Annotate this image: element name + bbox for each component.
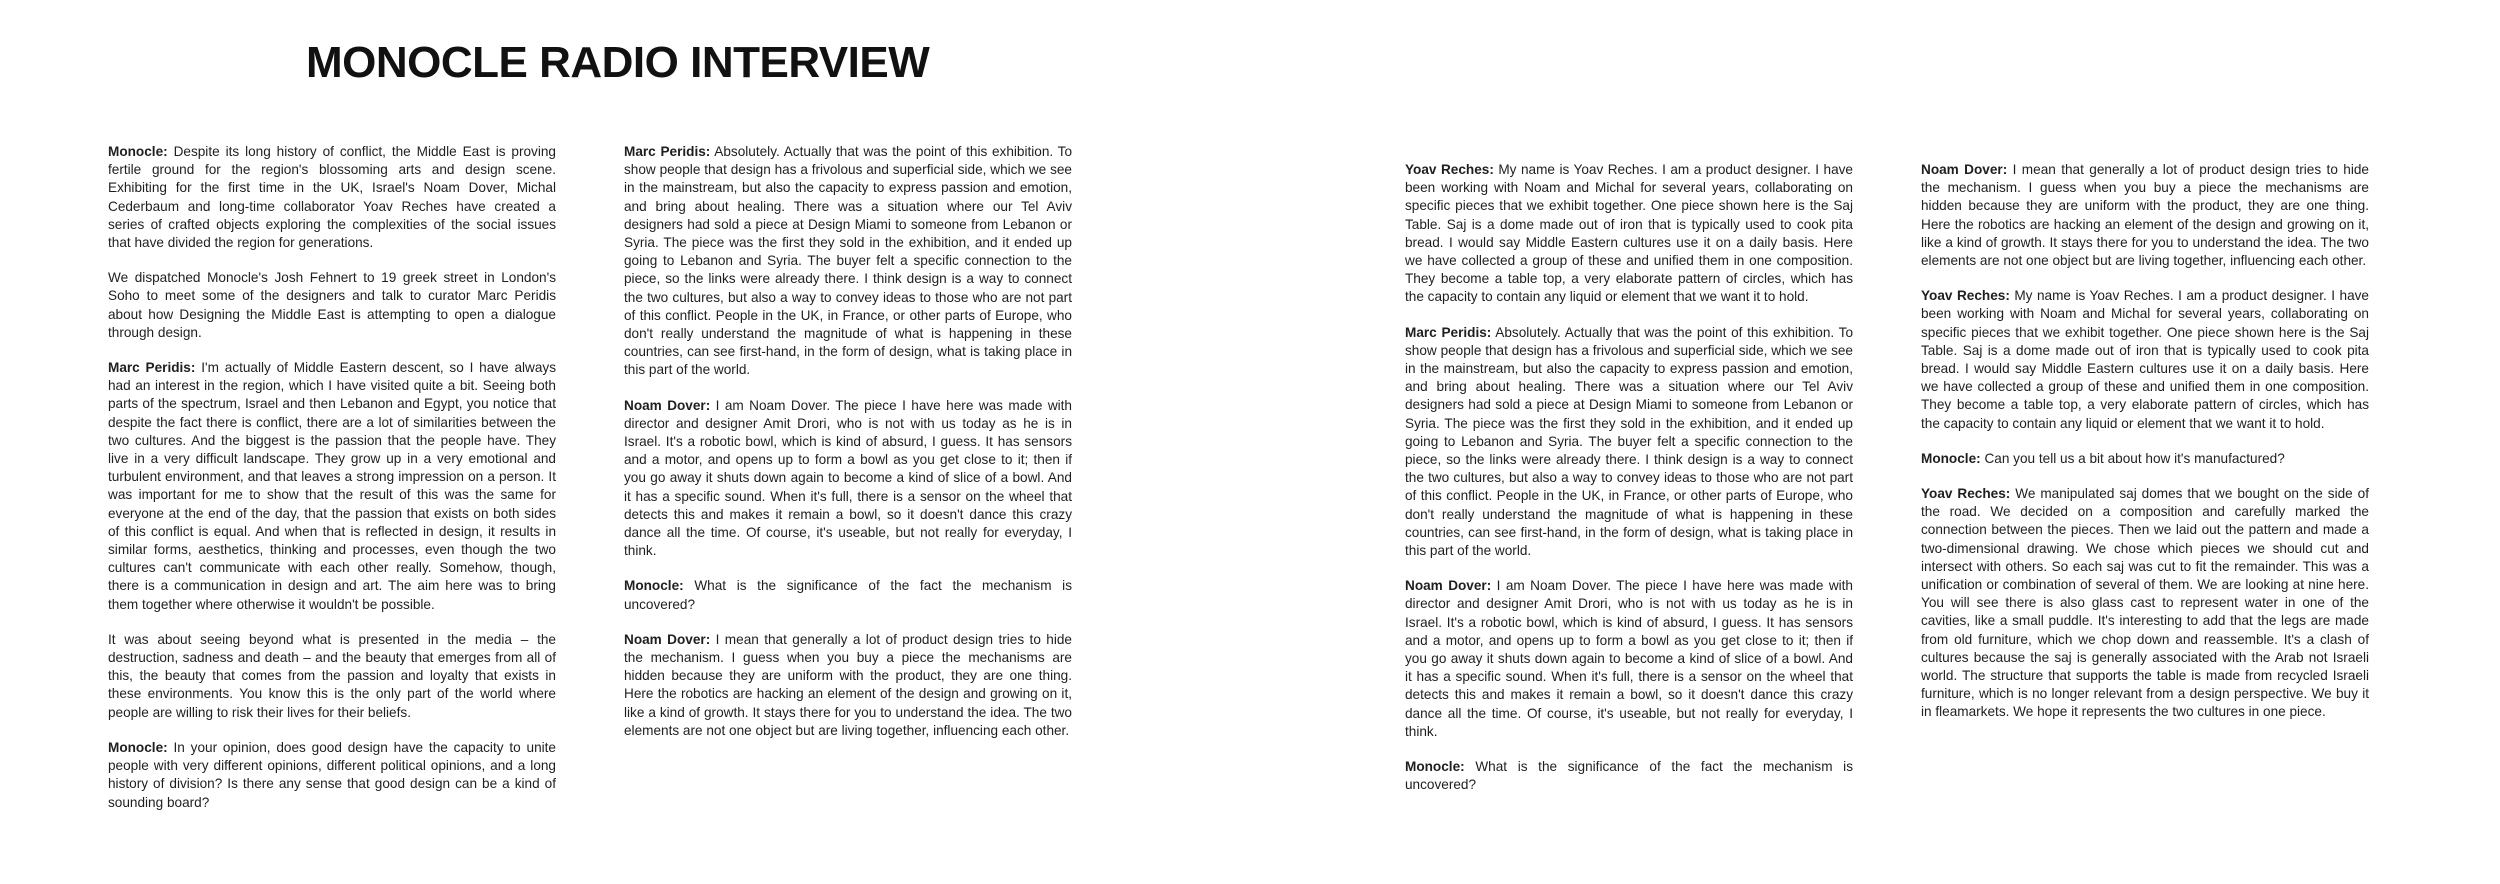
speaker-name: Yoav Reches: bbox=[1921, 486, 2011, 502]
interview-paragraph bbox=[108, 631, 556, 722]
paragraph-text: Despite its long history of conflict, the Middle East is proving fertile ground for the region's blossoming arts and design scene. Exhibiting for the first time in the UK, Israel's Noam Dover, Michal Cederbaum and long-time collaborator Yoav Reches have created a series of crafted objects exploring the complexities of the social issues that have divided the region for generations. bbox=[108, 144, 556, 251]
paragraph-text: Absolutely. Actually that was the point of this exhibition. To show people that design has a frivolous and superficial side, which we see in the mainstream, but also the capacity to express passion and emotion, and bring about healing. There was a situation where our Tel Aviv designers had sold a piece at Design Miami to someone from Lebanon or Syria. The piece was the first they sold in the exhibition, and it ended up going to Lebanon and Syria. The buyer felt a specific connection to the piece, so the links were already there. I think design is a way to connect the two cultures, but also a way to convey ideas to those who are not part of this conflict. People in the UK, in France, or other parts of Europe, who don't really understand the magnitude of what is happening in these countries, can see first-hand, in the form of design, what is taking place in this part of the world. bbox=[1405, 324, 1854, 559]
speaker-name: Yoav Reches: bbox=[1921, 288, 2010, 304]
interview-paragraph bbox=[1405, 758, 1853, 794]
speaker-name: Monocle: bbox=[108, 739, 168, 755]
paragraph-text: I mean that generally a lot of product design tries to hide the mechanism. I guess when you buy a piece the mechanisms are hidden because they are uniform with the product, they are one thing. Here the robotics are hacking an element of the design and growing on it, like a kind of growth. It stays there for you to understand the idea. The two elements are not one object but are living together, influencing each other. bbox=[1921, 162, 2369, 269]
speaker-name: Yoav Reches: bbox=[1405, 162, 1494, 177]
paragraph-text: What is the significance of the fact the mechanism is uncovered? bbox=[624, 578, 1072, 612]
interview-paragraph bbox=[108, 269, 556, 342]
paragraph-text: We manipulated saj domes that we bought on the side of the road. We decided on a composition and carefully marked the connection between the pieces. Then we laid out the pattern and made a two-dimensional drawing. We chose which pieces we should cut and intersect with others. So each saj was cut to fit the remainder. This was a unification or combination of several of them. We are looking at nine here. You will see there is also glass cast to represent water in one of the cavities, like a small puddle. It's interesting to add that the legs are made from old furniture, which we chop down and reassemble. It's a clash of cultures because the saj is generally associated with the Arab not Israeli world. The structure that supports the table is made from recycled Israeli furniture, which is no longer relevant from a design perspective. We buy it in fleamarkets. We hope it represents the two cultures in one piece. bbox=[1921, 486, 2369, 720]
paragraph-text: My name is Yoav Reches. I am a product designer. I have been working with Noam and Michal for several years, collaborating on specific pieces that we exhibit together. One piece shown here is the Saj Table. Saj is a dome made out of iron that is typically used to cook pita bread. I would say Middle Eastern cultures use it on a daily basis. Here we have collected a group of these and unified them in one composition. They become a table top, a very elaborate pattern of circles, which has the capacity to contain any liquid or element that we want it to hold. bbox=[1921, 288, 2369, 431]
speaker-name: Noam Dover: bbox=[624, 397, 711, 413]
paragraph-text: It was about seeing beyond what is presented in the media – the destruction, sadness and death – and the beauty that emerges from all of this, the beauty that comes from the passion and loyalty that exists in these environments. You know this is the only part of the world where people are willing to risk their lives for their beliefs. bbox=[108, 631, 556, 720]
interview-paragraph bbox=[108, 143, 556, 252]
interview-paragraph bbox=[624, 631, 1072, 740]
speaker-name: Marc Peridis: bbox=[1405, 324, 1492, 340]
text-column-3 bbox=[1405, 161, 1853, 812]
interview-paragraph bbox=[1405, 324, 1853, 561]
speaker-name: Marc Peridis: bbox=[624, 144, 711, 159]
interview-paragraph bbox=[624, 397, 1072, 561]
text-column-1 bbox=[108, 143, 556, 829]
speaker-name: Noam Dover: bbox=[1921, 162, 2008, 177]
interview-paragraph bbox=[108, 359, 556, 614]
paragraph-text: We dispatched Monocle's Josh Fehnert to 19 greek street in London's Soho to meet some of the designers and talk to curator Marc Peridis about how Designing the Middle East is attempting to open a dialogue through design. bbox=[108, 270, 556, 340]
interview-paragraph bbox=[1405, 577, 1853, 741]
speaker-name: Noam Dover: bbox=[624, 631, 711, 647]
paragraph-text: I am Noam Dover. The piece I have here was made with director and designer Amit Drori, who is not with us today as he is in Israel. It's a robotic bowl, which is kind of absurd, I guess. It has sensors and a motor, and opens up to form a bowl as you get close to it; then if you go away it shuts down again to become a kind of slice of a bowl. And it has a specific sound. When it's full, there is a sensor on the wheel that detects this and makes it remain a bowl, so it doesn't dance this crazy dance all the time. Of course, it's useable, but not really for everyday, I think. bbox=[1405, 578, 1853, 739]
interview-paragraph bbox=[1921, 287, 2369, 433]
text-column-4 bbox=[1921, 161, 2369, 739]
speaker-name: Noam Dover: bbox=[1405, 578, 1492, 594]
paragraph-text: Can you tell us a bit about how it's manufactured? bbox=[1980, 450, 2285, 466]
text-column-2 bbox=[624, 143, 1072, 757]
paragraph-text: My name is Yoav Reches. I am a product designer. I have been working with Noam and Michal for several years, collaborating on specific pieces that we exhibit together. One piece shown here is the Saj Table. Saj is a dome made out of iron that is typically used to cook pita bread. I would say Middle Eastern cultures use it on a daily basis. Here we have collected a group of these and unified them in one composition. They become a table top, a very elaborate pattern of circles, which has the capacity to contain any liquid or element that we want it to hold. bbox=[1405, 162, 1853, 305]
paragraph-text: Absolutely. Actually that was the point of this exhibition. To show people that design has a frivolous and superficial side, which we see in the mainstream, but also the capacity to express passion and emotion, and bring about healing. There was a situation where our Tel Aviv designers had sold a piece at Design Miami to someone from Lebanon or Syria. The piece was the first they sold in the exhibition, and it ended up going to Lebanon and Syria. The buyer felt a specific connection to the piece, so the links were already there. I think design is a way to connect the two cultures, but also a way to convey ideas to those who are not part of this conflict. People in the UK, in France, or other parts of Europe, who don't really understand the magnitude of what is happening in these countries, can see first-hand, in the form of design, what is taking place in this part of the world. bbox=[624, 144, 1073, 378]
interview-paragraph bbox=[108, 739, 556, 812]
speaker-name: Marc Peridis: bbox=[108, 360, 196, 376]
paragraph-text: In your opinion, does good design have the capacity to unite people with very different opinions, different political opinions, and a long history of division? Is there any sense that good design can be a kind of sounding board? bbox=[108, 739, 556, 810]
page-title: MONOCLE RADIO INTERVIEW bbox=[306, 38, 930, 87]
paragraph-text: I mean that generally a lot of product design tries to hide the mechanism. I guess when you buy a piece the mechanisms are hidden because they are uniform with the product, they are one thing. Here the robotics are hacking an element of the design and growing on it, like a kind of growth. It stays there for you to understand the idea. The two elements are not one object but are living together, influencing each other. bbox=[624, 631, 1072, 738]
paragraph-text: What is the significance of the fact the mechanism is uncovered? bbox=[1405, 759, 1853, 793]
interview-paragraph bbox=[1921, 485, 2369, 722]
interview-paragraph bbox=[624, 143, 1072, 380]
speaker-name: Monocle: bbox=[108, 144, 168, 159]
speaker-name: Monocle: bbox=[1921, 450, 1981, 466]
interview-paragraph bbox=[1921, 450, 2369, 468]
interview-paragraph bbox=[1405, 161, 1853, 307]
paragraph-text: I am Noam Dover. The piece I have here was made with director and designer Amit Drori, who is not with us today as he is in Israel. It's a robotic bowl, which is kind of absurd, I guess. It has sensors and a motor, and opens up to form a bowl as you get close to it; then if you go away it shuts down again to become a kind of slice of a bowl. And it has a specific sound. When it's full, there is a sensor on the wheel that detects this and makes it remain a bowl, so it doesn't dance this crazy dance all the time. Of course, it's useable, but not really for everyday, I think. bbox=[624, 397, 1072, 559]
paragraph-text: I'm actually of Middle Eastern descent, so I have always had an interest in the region, which I have visited quite a bit. Seeing both parts of the spectrum, Israel and then Lebanon and Egypt, you notice that despite the fact there is conflict, there are a lot of similarities between the two cultures. And the biggest is the passion that the people have. They live in a very difficult landscape. They grow up in a very emotional and turbulent environment, and that leaves a strong impression on a person. It was important for me to show that the result of this was the same for everyone at the end of the day, that the passion that exists on both sides of this conflict is equal. And when that is reflected in design, it results in similar forms, aesthetics, thinking and processes, even though the two cultures can't communicate with each other really. Somehow, though, there is a communication in design and art. The aim here was to bring them together where otherwise it wouldn't be possible. bbox=[108, 360, 556, 612]
speaker-name: Monocle: bbox=[1405, 759, 1465, 775]
interview-paragraph bbox=[624, 577, 1072, 613]
interview-paragraph bbox=[1921, 161, 2369, 270]
speaker-name: Monocle: bbox=[624, 578, 684, 594]
